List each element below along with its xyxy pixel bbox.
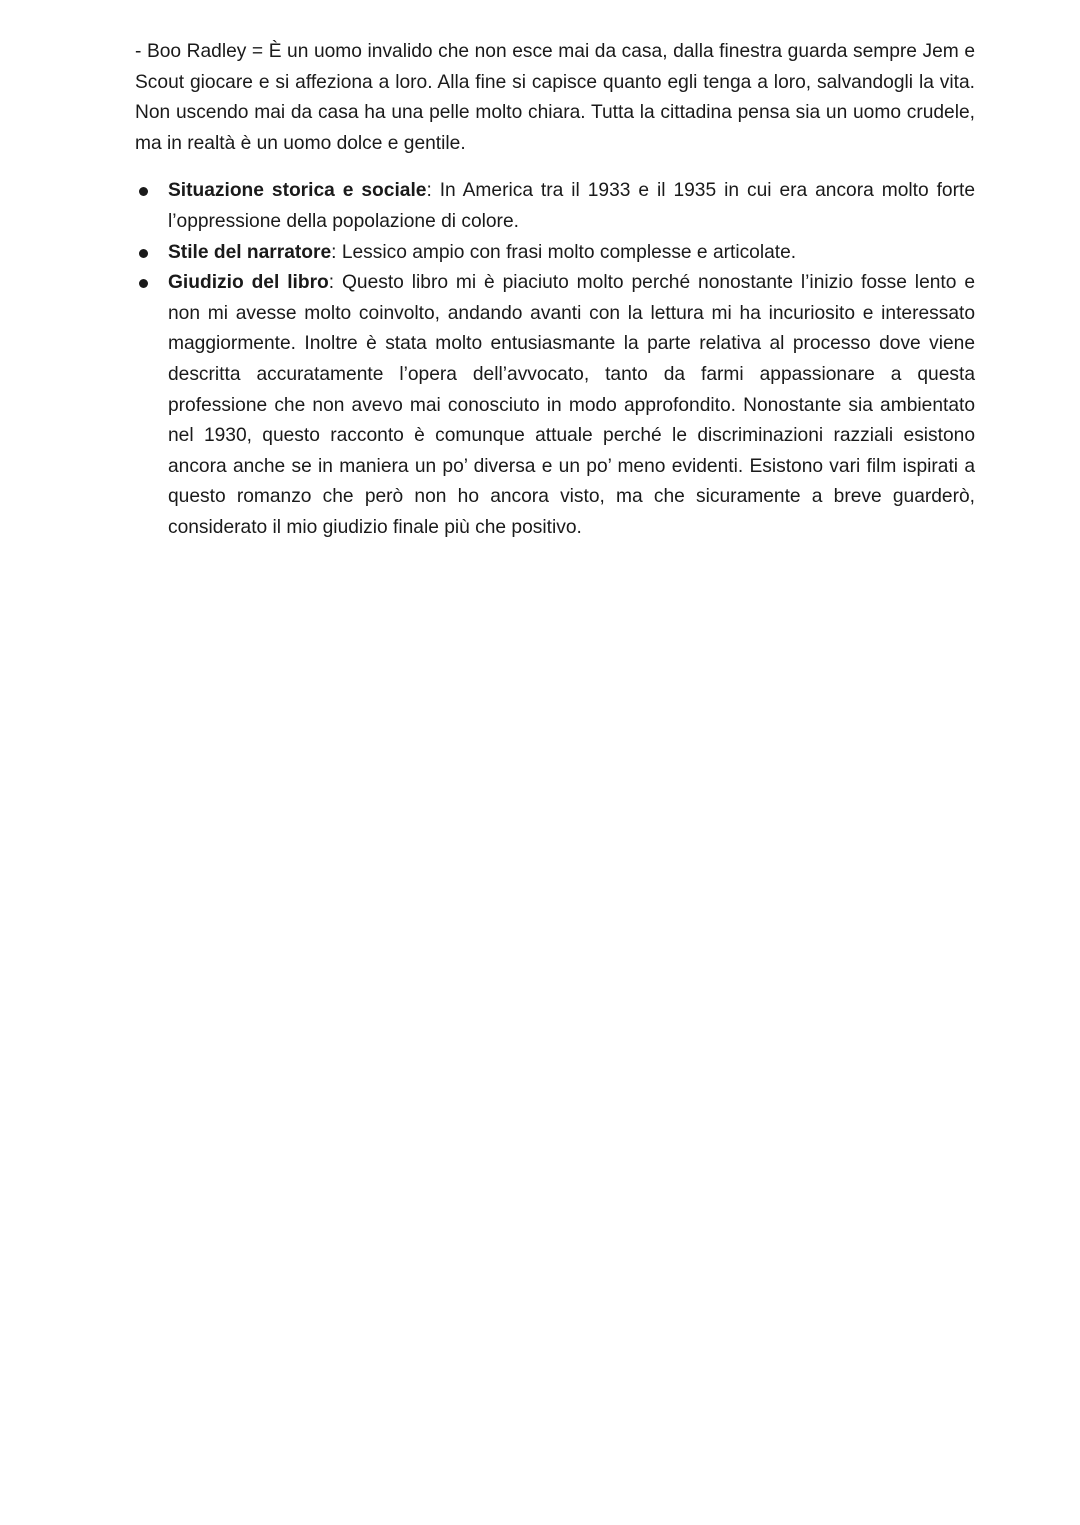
bullet-text: : In America tra il 1933 e il 1935 in cui era ancora molto forte l’oppressione della popolazione di colore. [168,180,975,232]
bullet-term: Situazione storica e sociale [168,180,427,202]
bullet-book-judgement [135,268,975,543]
bullet-dot-icon [139,279,148,288]
bullet-narrator-style [135,238,975,269]
bullet-term: Stile del narratore [168,241,332,263]
bullet-dot-icon [139,187,148,196]
bullet-term: Giudizio del libro [168,272,329,294]
bullet-text: : Lessico ampio con frasi molto complesse e articolate. [331,241,797,263]
boo-radley-paragraph: - Boo Radley = È un uomo invalido che non esce mai da casa, dalla finestra guarda sempre Jem e Scout giocare e si affeziona a loro. Alla fine si capisce quanto egli tenga a loro, salvandogli la vita. Non uscendo mai da casa ha una pelle molto chiara. Tutta la cittadina pensa sia un uomo crudele, ma in realtà è un uomo dolce e gentile. [135,41,975,154]
bullet-text: : Questo libro mi è piaciuto molto perché nonostante l’inizio fosse lento e non mi avesse molto coinvolto, andando avanti con la lettura mi ha incuriosito e interessato maggiormente. Inoltre è stata molto entusiasmante la parte relativa al processo dove viene descritta accuratamente l’opera dell’avvocato, tanto da farmi appassionare a questa professione che non avevo mai conosciuto in modo approfondito. Nonostante sia ambientato nel 1930, questo racconto è comunque attuale perché le discriminazioni razziali esistono ancora anche se in maniera un po’ diversa e un po’ meno evidenti. Esistono vari film ispirati a questo romanzo che però non ho ancora visto, ma che sicuramente a breve guarderò, considerato il mio giudizio finale più che positivo. [168,272,975,538]
bullet-historical-social [135,176,975,237]
bullet-list [135,176,975,543]
document-page [135,37,975,544]
bullet-dot-icon [139,249,148,258]
